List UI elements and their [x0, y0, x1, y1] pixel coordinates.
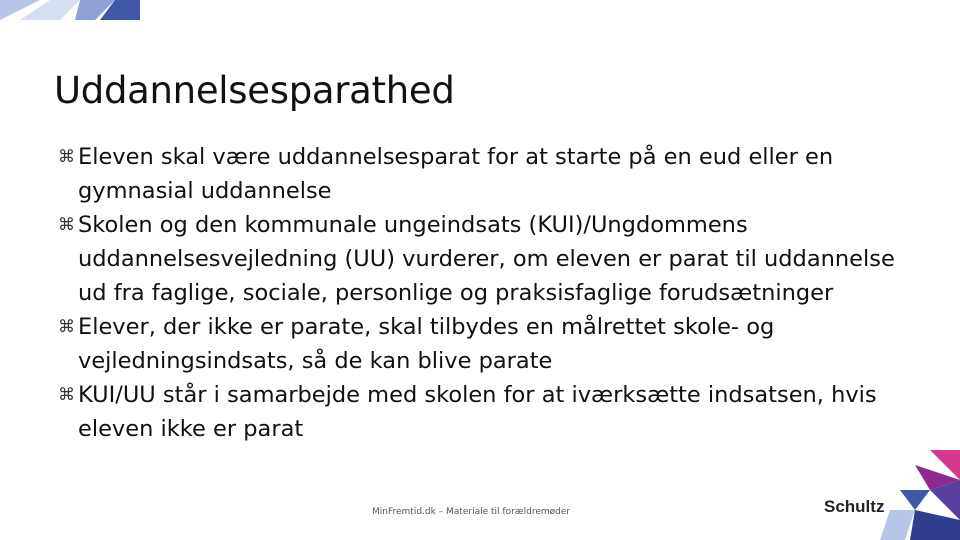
- corner-decoration: [870, 450, 960, 540]
- footer-source: MinFremtid.dk – Materiale til forældremøder: [372, 507, 571, 517]
- schultz-logo: Schultz: [824, 497, 885, 516]
- command-key-icon: ⌘: [58, 147, 75, 167]
- command-key-icon: ⌘: [58, 215, 75, 235]
- bullet-text: Skolen og den kommunale ungeindsats (KUI)/Ungdommens uddannelsesvejledning (UU) vurderer, om eleven er parat til uddannelse ud fra faglige, sociale, personlige og praksisfaglige forudsætninger: [78, 212, 895, 306]
- bullet-item: [58, 378, 918, 446]
- bullet-text: Eleven skal være uddannelsesparat for at starte på en eud eller en gymnasial uddannelse: [78, 144, 834, 204]
- bullet-list: [58, 140, 918, 446]
- bullet-item: [58, 208, 918, 310]
- command-key-icon: ⌘: [58, 317, 75, 337]
- top-decoration: [0, 0, 146, 20]
- bullet-text: Elever, der ikke er parate, skal tilbydes en målrettet skole- og vejledningsindsats, så de kan blive parate: [78, 314, 775, 374]
- bullet-text: KUI/UU står i samarbejde med skolen for at iværksætte indsatsen, hvis eleven ikke er parat: [78, 382, 877, 442]
- bullet-item: [58, 140, 918, 208]
- bullet-item: [58, 310, 918, 378]
- slide-title: Uddannelsesparathed: [54, 68, 455, 112]
- command-key-icon: ⌘: [58, 385, 75, 405]
